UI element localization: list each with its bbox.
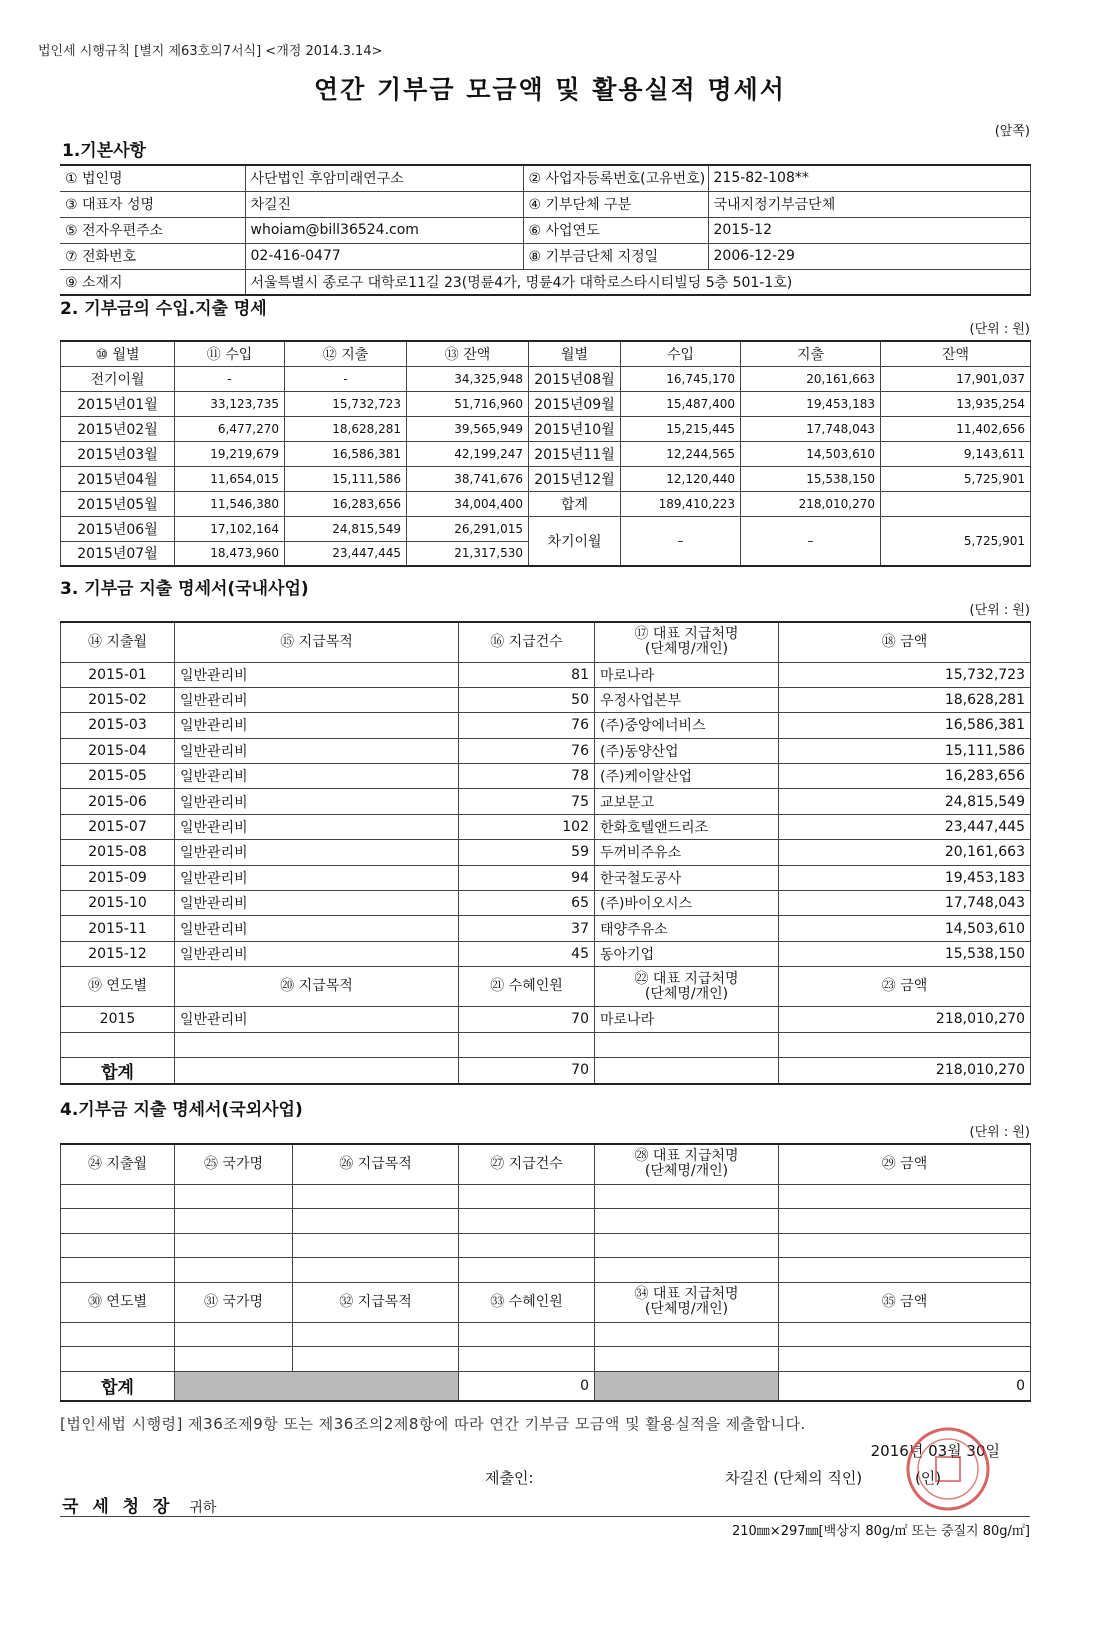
column-header: ⑫ 지출 (285, 341, 407, 366)
column-header: ㉗ 지급건수 (459, 1144, 595, 1184)
header-row (61, 1144, 1031, 1184)
expense-cell: 19,453,183 (741, 391, 881, 416)
empty-cell (61, 1032, 175, 1057)
month-cell: 2015년06월 (61, 516, 175, 541)
column-header: ㉙ 금액 (779, 1144, 1031, 1184)
column-header: ⑯ 지급건수 (459, 622, 595, 662)
field-value: whoiam@bill36524.com (245, 217, 523, 243)
expense-cell: 15,732,723 (285, 391, 407, 416)
count-cell: 102 (459, 814, 595, 839)
table-row (61, 1233, 1031, 1258)
column-header: ⑱ 금액 (779, 622, 1031, 662)
month-cell: 2015-09 (61, 865, 175, 890)
empty-cell (459, 1209, 595, 1234)
carry-forward-label: 차기이월 (529, 516, 621, 566)
purpose-cell: 일반관리비 (175, 789, 459, 814)
seal-mark: (인) (914, 1469, 942, 1487)
count-cell: 37 (459, 916, 595, 941)
empty-cell (779, 1233, 1031, 1258)
payee-cell: (주)동양산업 (595, 738, 779, 763)
income-cell: 19,219,679 (175, 441, 285, 466)
empty-cell (175, 1032, 459, 1057)
purpose-cell: 일반관리비 (175, 891, 459, 916)
column-header: ㉝ 수혜인원 (459, 1282, 595, 1322)
table-row (61, 1258, 1031, 1283)
field-value: 국내지정기부금단체 (708, 191, 1030, 217)
column-header: ㉑ 수혜인원 (459, 967, 595, 1007)
table-row (61, 840, 1031, 865)
header-row (61, 967, 1031, 1007)
unit-label: (단위 : 원) (969, 1125, 1030, 1140)
empty-cell (595, 1347, 779, 1372)
month-cell: 2015년05월 (61, 491, 175, 516)
income-cell: 6,477,270 (175, 416, 285, 441)
empty-cell (293, 1209, 459, 1234)
expense-cell: 20,161,663 (741, 366, 881, 391)
overseas-expense-table (60, 1143, 1031, 1402)
column-header: ㉒ 대표 지급처명 (단체명/개인) (595, 967, 779, 1007)
empty-cell (61, 1258, 175, 1283)
field-value: 차길진 (245, 191, 523, 217)
overseas-section (60, 1095, 1030, 1120)
addressee-suffix: 귀하 (189, 1500, 217, 1516)
month-cell: 2015-10 (61, 891, 175, 916)
empty-cell (293, 1258, 459, 1283)
column-header: ⑮ 지급목적 (175, 622, 459, 662)
count-cell: 75 (459, 789, 595, 814)
total-row (61, 1057, 1031, 1084)
field-value: 02-416-0477 (245, 243, 523, 269)
amount-cell: 24,815,549 (779, 789, 1031, 814)
field-value: 2006-12-29 (708, 243, 1030, 269)
section-title-basic: 1.기본사항 (62, 141, 146, 161)
expense-cell: 17,748,043 (741, 416, 881, 441)
table-row (61, 441, 1031, 466)
column-header: ㉟ 금액 (779, 1282, 1031, 1322)
amount-cell: 20,161,663 (779, 840, 1031, 865)
basic-info-table (60, 164, 1031, 296)
empty-cell (779, 1184, 1031, 1209)
table-row (61, 713, 1031, 738)
field-label: ⑤ 전자우편주소 (60, 217, 245, 243)
purpose-cell: 일반관리비 (175, 764, 459, 789)
month-cell: 2015-06 (61, 789, 175, 814)
count-cell: 45 (459, 941, 595, 966)
column-header: ㉔ 지출월 (61, 1144, 175, 1184)
empty-cell (293, 1347, 459, 1372)
basic-info-row (60, 165, 1030, 191)
domestic-section (60, 574, 1030, 599)
expense-cell: 18,628,281 (285, 416, 407, 441)
payee-cell: (주)바이오시스 (595, 891, 779, 916)
purpose-cell: 일반관리비 (175, 941, 459, 966)
balance-cell (881, 491, 1031, 516)
unit-label: (단위 : 원) (969, 322, 1030, 337)
table-row (61, 687, 1031, 712)
field-label: ① 법인명 (60, 165, 245, 191)
column-header: ⑲ 연도별 (61, 967, 175, 1007)
month-cell: 2015년03월 (61, 441, 175, 466)
amount-cell: 15,732,723 (779, 662, 1031, 687)
empty-cell (779, 1032, 1031, 1057)
legal-notice: [법인세법 시행령] 제36조제9항 또는 제36조의2제8항에 따라 연간 기부금 모금액 및 활용실적을 제출합니다. (60, 1415, 806, 1433)
basic-info-row (60, 217, 1030, 243)
amount-cell: 14,503,610 (779, 916, 1031, 941)
payee-cell: 두꺼비주유소 (595, 840, 779, 865)
empty-cell (61, 1209, 175, 1234)
income-cell: 16,745,170 (621, 366, 741, 391)
carry-expense: – (741, 516, 881, 566)
month-cell: 2015년02월 (61, 416, 175, 441)
empty-cell (595, 1057, 779, 1084)
empty-cell (61, 1233, 175, 1258)
income-cell: 189,410,223 (621, 491, 741, 516)
year-cell: 2015 (61, 1007, 175, 1032)
table-row (61, 764, 1031, 789)
amount-cell: 17,748,043 (779, 891, 1031, 916)
empty-cell (459, 1322, 595, 1347)
field-label: ⑧ 기부금단체 지정일 (523, 243, 708, 269)
count-cell: 50 (459, 687, 595, 712)
balance-cell: 34,004,400 (407, 491, 529, 516)
expense-cell: 24,815,549 (285, 516, 407, 541)
month-cell: 2015-05 (61, 764, 175, 789)
section-title-domestic: 3. 기부금 지출 명세서(국내사업) (60, 579, 309, 599)
total-amount: 218,010,270 (779, 1057, 1031, 1084)
table-row (61, 466, 1031, 491)
domestic-expense-table (60, 621, 1031, 1085)
count-cell: 94 (459, 865, 595, 890)
basic-info-row (60, 243, 1030, 269)
balance-cell: 21,317,530 (407, 541, 529, 566)
unit-label: (단위 : 원) (969, 603, 1030, 618)
month-cell: 2015-12 (61, 941, 175, 966)
table-row (61, 416, 1031, 441)
table-row (61, 1347, 1031, 1372)
amount-cell: 218,010,270 (779, 1007, 1031, 1032)
expense-cell: 16,586,381 (285, 441, 407, 466)
purpose-cell: 일반관리비 (175, 840, 459, 865)
count-cell: 78 (459, 764, 595, 789)
official-seal-stamp (903, 1424, 993, 1514)
month-cell: 2015-03 (61, 713, 175, 738)
column-header: 지출 (741, 341, 881, 366)
month-cell: 2015-08 (61, 840, 175, 865)
empty-cell (293, 1233, 459, 1258)
carry-balance: 5,725,901 (881, 516, 1031, 566)
column-header: ⑳ 지급목적 (175, 967, 459, 1007)
field-label: ⑥ 사업연도 (523, 217, 708, 243)
addressee (62, 1492, 216, 1517)
amount-cell: 23,447,445 (779, 814, 1031, 839)
payee-cell: 마로나라 (595, 1007, 779, 1032)
purpose-cell: 일반관리비 (175, 916, 459, 941)
column-header: ⑩ 월별 (61, 341, 175, 366)
column-header: 월별 (529, 341, 621, 366)
expense-cell: 23,447,445 (285, 541, 407, 566)
month-cell: 2015년04월 (61, 466, 175, 491)
total-row (61, 1371, 1031, 1401)
column-header: ㉓ 금액 (779, 967, 1031, 1007)
table-row (61, 491, 1031, 516)
empty-cell (459, 1258, 595, 1283)
column-header: ㉚ 연도별 (61, 1282, 175, 1322)
count-cell: 76 (459, 738, 595, 763)
payee-cell: 동아기업 (595, 941, 779, 966)
income-cell: 15,487,400 (621, 391, 741, 416)
payee-cell: 한화호텔앤드리조 (595, 814, 779, 839)
table-row (61, 789, 1031, 814)
income-table-wrap (60, 340, 1030, 567)
table-row (61, 1209, 1031, 1234)
balance-cell: 17,901,037 (881, 366, 1031, 391)
empty-cell (61, 1347, 175, 1372)
amount-cell: 18,628,281 (779, 687, 1031, 712)
amount-cell: 16,586,381 (779, 713, 1031, 738)
empty-cell (293, 1184, 459, 1209)
addressee-name: 국 세 청 장 (62, 1497, 174, 1517)
month-cell: 2015년07월 (61, 541, 175, 566)
column-header: ⑰ 대표 지급처명 (단체명/개인) (595, 622, 779, 662)
empty-cell (595, 1322, 779, 1347)
month-cell: 2015년12월 (529, 466, 621, 491)
table-row (61, 516, 1031, 541)
month-cell: 2015년08월 (529, 366, 621, 391)
balance-cell: 38,741,676 (407, 466, 529, 491)
purpose-cell: 일반관리비 (175, 1007, 459, 1032)
table-row (61, 1184, 1031, 1209)
balance-cell: 51,716,960 (407, 391, 529, 416)
month-cell: 2015-07 (61, 814, 175, 839)
count-cell: 65 (459, 891, 595, 916)
empty-cell (779, 1322, 1031, 1347)
shaded-cell (175, 1371, 459, 1401)
balance-cell: 26,291,015 (407, 516, 529, 541)
balance-cell: 42,199,247 (407, 441, 529, 466)
overseas-table-wrap (60, 1143, 1030, 1402)
expense-cell: 16,283,656 (285, 491, 407, 516)
month-cell: 2015-02 (61, 687, 175, 712)
header-row (61, 1282, 1031, 1322)
paper-spec: 210㎜×297㎜[백상지 80g/㎡ 또는 중질지 80g/㎡] (731, 1524, 1030, 1539)
count-cell: 76 (459, 713, 595, 738)
column-header: ㉜ 지급목적 (293, 1282, 459, 1322)
total-label: 합계 (61, 1057, 175, 1084)
month-cell: 2015년11월 (529, 441, 621, 466)
balance-cell: 5,725,901 (881, 466, 1031, 491)
income-cell: 18,473,960 (175, 541, 285, 566)
empty-cell (175, 1057, 459, 1084)
domestic-table-wrap (60, 621, 1030, 1085)
field-label: ⑦ 전화번호 (60, 243, 245, 269)
expense-cell: - (285, 366, 407, 391)
balance-cell: 9,143,611 (881, 441, 1031, 466)
purpose-cell: 일반관리비 (175, 865, 459, 890)
empty-cell (459, 1347, 595, 1372)
month-cell: 2015-04 (61, 738, 175, 763)
balance-cell: 13,935,254 (881, 391, 1031, 416)
empty-cell (175, 1209, 293, 1234)
empty-cell (175, 1258, 293, 1283)
expense-cell: 14,503,610 (741, 441, 881, 466)
empty-cell (595, 1184, 779, 1209)
empty-cell (175, 1233, 293, 1258)
purpose-cell: 일반관리비 (175, 662, 459, 687)
empty-cell (779, 1347, 1031, 1372)
field-label: ② 사업자등록번호(고유번호) (523, 165, 708, 191)
table-row (61, 865, 1031, 890)
month-cell: 2015-11 (61, 916, 175, 941)
table-row (61, 916, 1031, 941)
column-header: ⑪ 수입 (175, 341, 285, 366)
empty-cell (595, 1209, 779, 1234)
field-value: 서울특별시 종로구 대학로11길 23(명륜4가, 명륜4가 대학로스타시티빌딩 5층 501-1호) (245, 269, 1030, 295)
section-title-income: 2. 기부금의 수입.지출 명세 (60, 299, 267, 319)
table-row (61, 814, 1031, 839)
empty-cell (175, 1322, 293, 1347)
field-label: ③ 대표자 성명 (60, 191, 245, 217)
empty-cell (459, 1032, 595, 1057)
income-cell: 12,120,440 (621, 466, 741, 491)
month-cell: 2015년10월 (529, 416, 621, 441)
empty-cell (779, 1258, 1031, 1283)
income-cell: 11,654,015 (175, 466, 285, 491)
empty-cell (595, 1258, 779, 1283)
column-header: ㉞ 대표 지급처명 (단체명/개인) (595, 1282, 779, 1322)
empty-cell (293, 1322, 459, 1347)
form-rule-reference: 법인세 시행규칙 [별지 제63호의7서식] <개정 2014.3.14> (38, 44, 383, 59)
month-cell: 합계 (529, 491, 621, 516)
carry-income: – (621, 516, 741, 566)
column-header: ㉘ 대표 지급처명 (단체명/개인) (595, 1144, 779, 1184)
field-label: ④ 기부단체 구분 (523, 191, 708, 217)
column-header: 수입 (621, 341, 741, 366)
payee-cell: 태양주유소 (595, 916, 779, 941)
income-cell: 12,244,565 (621, 441, 741, 466)
field-label: ⑨ 소재지 (60, 269, 245, 295)
purpose-cell: 일반관리비 (175, 713, 459, 738)
table-row (61, 1007, 1031, 1032)
purpose-cell: 일반관리비 (175, 814, 459, 839)
empty-cell (61, 1322, 175, 1347)
total-beneficiaries: 0 (459, 1371, 595, 1401)
month-cell: 2015-01 (61, 662, 175, 687)
field-value: 2015-12 (708, 217, 1030, 243)
empty-cell (779, 1209, 1031, 1234)
payee-cell: 한국철도공사 (595, 865, 779, 890)
empty-cell (175, 1347, 293, 1372)
empty-cell (61, 1184, 175, 1209)
payee-cell: (주)케이알산업 (595, 764, 779, 789)
amount-cell: 15,111,586 (779, 738, 1031, 763)
empty-cell (595, 1233, 779, 1258)
expense-cell: 15,111,586 (285, 466, 407, 491)
payee-cell: 우정사업본부 (595, 687, 779, 712)
month-cell: 2015년09월 (529, 391, 621, 416)
empty-cell (459, 1184, 595, 1209)
column-header: ㉛ 국가명 (175, 1282, 293, 1322)
front-side-mark: (앞쪽) (994, 124, 1030, 139)
payee-cell: 교보문고 (595, 789, 779, 814)
income-cell: 15,215,445 (621, 416, 741, 441)
field-value: 215-82-108** (708, 165, 1030, 191)
empty-cell (175, 1184, 293, 1209)
basic-info-row (60, 191, 1030, 217)
total-beneficiaries: 70 (459, 1057, 595, 1084)
month-cell: 전기이월 (61, 366, 175, 391)
income-cell: 11,546,380 (175, 491, 285, 516)
balance-cell: 34,325,948 (407, 366, 529, 391)
column-header: ⑬ 잔액 (407, 341, 529, 366)
empty-cell (595, 1032, 779, 1057)
balance-cell: 39,565,949 (407, 416, 529, 441)
amount-cell: 16,283,656 (779, 764, 1031, 789)
column-header: ㉖ 지급목적 (293, 1144, 459, 1184)
table-row (61, 366, 1031, 391)
month-cell: 2015년01월 (61, 391, 175, 416)
submitter-label: 제출인: (485, 1469, 534, 1487)
income-cell: 17,102,164 (175, 516, 285, 541)
table-row (61, 1032, 1031, 1057)
submission-date: 2016년 03월 30일 (870, 1442, 1000, 1460)
field-value: 사단법인 후암미래연구소 (245, 165, 523, 191)
bottom-divider (60, 1516, 1030, 1517)
table-row (61, 391, 1031, 416)
table-row (61, 891, 1031, 916)
empty-cell (459, 1233, 595, 1258)
column-header: 잔액 (881, 341, 1031, 366)
table-row (61, 941, 1031, 966)
income-cell: 33,123,735 (175, 391, 285, 416)
table-row (61, 1322, 1031, 1347)
table-row (61, 662, 1031, 687)
expense-cell: 15,538,150 (741, 466, 881, 491)
count-cell: 81 (459, 662, 595, 687)
beneficiaries-cell: 70 (459, 1007, 595, 1032)
column-header: ㉕ 국가명 (175, 1144, 293, 1184)
page-title: 연간 기부금 모금액 및 활용실적 명세서 (314, 75, 786, 104)
purpose-cell: 일반관리비 (175, 738, 459, 763)
signer-text: 차길진 (단체의 직인) (725, 1469, 863, 1487)
expense-cell: 218,010,270 (741, 491, 881, 516)
section-title-overseas: 4.기부금 지출 명세서(국외사업) (60, 1100, 303, 1120)
total-amount: 0 (779, 1371, 1031, 1401)
amount-cell: 19,453,183 (779, 865, 1031, 890)
amount-cell: 15,538,150 (779, 941, 1031, 966)
payee-cell: 마로나라 (595, 662, 779, 687)
basic-info-row (60, 269, 1030, 295)
header-row (61, 622, 1031, 662)
purpose-cell: 일반관리비 (175, 687, 459, 712)
income-expense-section (60, 294, 1030, 319)
balance-cell: 11,402,656 (881, 416, 1031, 441)
income-cell: - (175, 366, 285, 391)
basic-info-section (60, 136, 1030, 296)
shaded-cell (595, 1371, 779, 1401)
income-expense-table (60, 340, 1031, 567)
count-cell: 59 (459, 840, 595, 865)
total-label: 합계 (61, 1371, 175, 1401)
column-header: ⑭ 지출월 (61, 622, 175, 662)
payee-cell: (주)중앙에너비스 (595, 713, 779, 738)
table-row (61, 738, 1031, 763)
